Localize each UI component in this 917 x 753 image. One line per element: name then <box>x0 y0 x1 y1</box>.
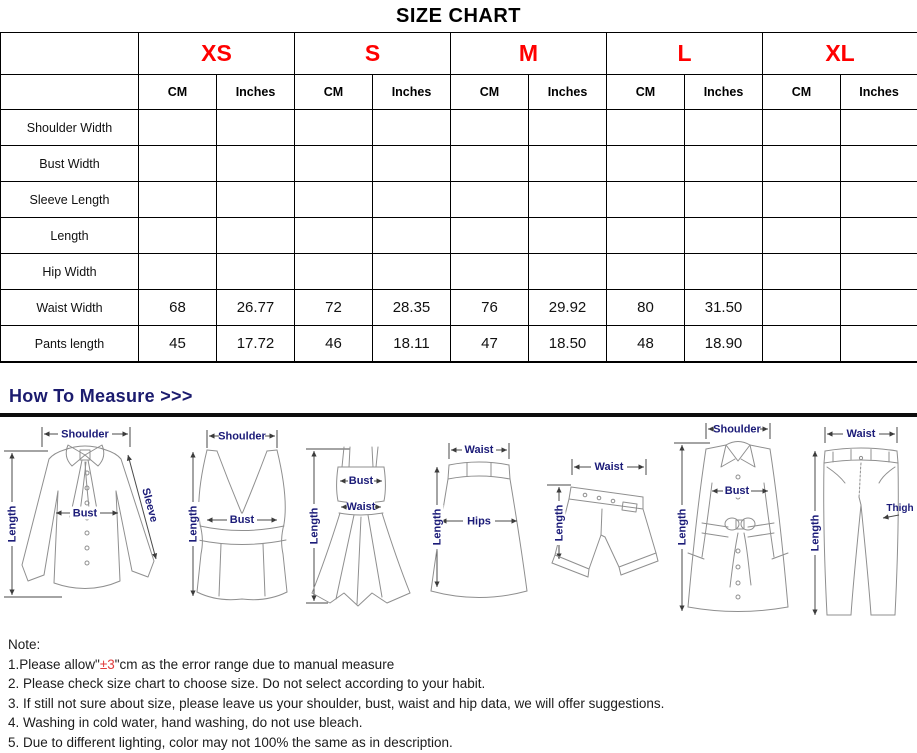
value-cell <box>529 218 607 254</box>
value-cell <box>529 254 607 290</box>
note-item-1 <box>8 655 917 675</box>
value-cell <box>139 254 217 290</box>
blouse-shoulder-label: Shoulder <box>61 428 109 441</box>
skirt-length-label: Length <box>431 508 444 546</box>
skirt-hips-label: Hips <box>467 515 492 528</box>
value-cell: 18.50 <box>529 326 607 363</box>
value-cell: 18.11 <box>373 326 451 363</box>
pants-length-label: Length <box>809 514 822 552</box>
value-cell <box>217 110 295 146</box>
value-cell: 76 <box>451 290 529 326</box>
tank-length-label: Length <box>187 505 200 543</box>
value-cell <box>763 290 841 326</box>
row-label: Shoulder Width <box>1 110 139 146</box>
value-cell <box>763 146 841 182</box>
page-title: SIZE CHART <box>396 5 521 27</box>
tank-bust-label: Bust <box>229 514 255 526</box>
value-cell: 48 <box>607 326 685 363</box>
table-row <box>1 110 917 146</box>
unit-cell: CM <box>295 75 373 110</box>
value-cell <box>763 218 841 254</box>
value-cell <box>841 254 917 290</box>
value-cell: 45 <box>139 326 217 363</box>
figure-tank-top <box>183 428 301 610</box>
value-cell <box>607 146 685 182</box>
unit-cell: Inches <box>217 75 295 110</box>
note-item-3: 3. If still not sure about size, please leave us your shoulder, bust, waist and hip data, we will offer suggestions. <box>8 695 665 711</box>
value-cell <box>295 182 373 218</box>
size-header-xl: XL <box>763 33 917 75</box>
how-to-measure-heading: How To Measure >>> <box>9 386 193 406</box>
row-label: Pants length <box>1 326 139 363</box>
value-cell <box>139 146 217 182</box>
value-cell <box>139 182 217 218</box>
coat-length-label: Length <box>676 508 689 546</box>
row-label: Hip Width <box>1 254 139 290</box>
notes-heading: Note: <box>8 637 41 652</box>
shorts-waist-label: Waist <box>594 461 624 473</box>
size-chart-table <box>0 32 917 363</box>
value-cell <box>607 254 685 290</box>
figure-coat <box>668 421 802 619</box>
unit-cell: CM <box>763 75 841 110</box>
unit-cell: Inches <box>373 75 451 110</box>
value-cell <box>217 254 295 290</box>
table-row <box>1 290 917 326</box>
value-cell: 26.77 <box>217 290 295 326</box>
value-cell <box>529 182 607 218</box>
row-label: Bust Width <box>1 146 139 182</box>
value-cell <box>295 146 373 182</box>
value-cell <box>685 218 763 254</box>
note-1-prefix: 1.Please allow" <box>8 656 100 672</box>
table-row <box>1 326 917 363</box>
value-cell <box>217 182 295 218</box>
unit-cell: CM <box>451 75 529 110</box>
tank-shoulder-label: Shoulder <box>218 430 266 443</box>
value-cell <box>841 146 917 182</box>
unit-header-row <box>1 75 917 110</box>
size-header-row <box>1 33 917 75</box>
value-cell <box>841 110 917 146</box>
unit-cell: Inches <box>685 75 763 110</box>
table-row <box>1 254 917 290</box>
figure-blouse <box>2 425 182 619</box>
value-cell <box>763 110 841 146</box>
note-1-tolerance: ±3 <box>99 656 115 672</box>
value-cell <box>685 182 763 218</box>
value-cell <box>295 110 373 146</box>
row-label: Length <box>1 218 139 254</box>
value-cell <box>763 254 841 290</box>
value-cell <box>763 326 841 363</box>
value-cell <box>295 254 373 290</box>
shorts-length-label: Length <box>553 504 566 542</box>
note-item-2: 2. Please check size chart to choose size. Do not select according to your habit. <box>8 676 486 691</box>
value-cell <box>451 254 529 290</box>
value-cell <box>607 110 685 146</box>
skirt-waist-label: Waist <box>465 444 494 456</box>
unit-cell: Inches <box>529 75 607 110</box>
unit-cell: CM <box>139 75 217 110</box>
figure-pants <box>803 425 915 623</box>
value-cell <box>373 146 451 182</box>
value-cell <box>763 182 841 218</box>
size-header-l: L <box>607 33 763 75</box>
blouse-bust-label: Bust <box>72 507 98 520</box>
value-cell: 29.92 <box>529 290 607 326</box>
table-row <box>1 182 917 218</box>
size-header-xs: XS <box>139 33 295 75</box>
value-cell <box>451 146 529 182</box>
value-cell <box>685 146 763 182</box>
value-cell <box>139 218 217 254</box>
value-cell <box>529 110 607 146</box>
value-cell <box>139 110 217 146</box>
dress-bust-label: Bust <box>349 475 374 487</box>
value-cell <box>841 326 917 363</box>
table-row <box>1 146 917 182</box>
value-cell: 17.72 <box>217 326 295 363</box>
blouse-sleeve-label: Sleeve <box>139 486 160 524</box>
value-cell <box>295 218 373 254</box>
figure-shorts <box>539 457 667 609</box>
note-1-suffix: "cm as the error range due to manual measure <box>114 656 395 672</box>
value-cell <box>217 146 295 182</box>
row-label: Waist Width <box>1 290 139 326</box>
blouse-length-label: Length <box>6 505 19 543</box>
size-header-s: S <box>295 33 451 75</box>
note-item-4: 4. Washing in cold water, hand washing, do not use bleach. <box>8 715 363 730</box>
dress-waist-label: Waist <box>346 501 376 513</box>
row-label: Sleeve Length <box>1 182 139 218</box>
table-row <box>1 218 917 254</box>
value-cell <box>373 218 451 254</box>
pants-thigh-label: Thigh <box>886 503 914 514</box>
value-cell: 18.90 <box>685 326 763 363</box>
value-cell <box>841 218 917 254</box>
value-cell: 68 <box>139 290 217 326</box>
value-cell <box>373 254 451 290</box>
value-cell <box>451 110 529 146</box>
figure-dress <box>302 433 420 623</box>
coat-bust-label: Bust <box>724 485 750 497</box>
value-cell <box>685 110 763 146</box>
value-cell: 31.50 <box>685 290 763 326</box>
value-cell <box>607 218 685 254</box>
value-cell <box>373 110 451 146</box>
value-cell <box>373 182 451 218</box>
unit-cell: CM <box>607 75 685 110</box>
unit-cell: Inches <box>841 75 917 110</box>
value-cell <box>841 290 917 326</box>
value-cell: 46 <box>295 326 373 363</box>
value-cell <box>607 182 685 218</box>
measure-figures <box>0 417 917 625</box>
corner-cell <box>1 33 139 75</box>
corner-cell <box>1 75 139 110</box>
pants-waist-label: Waist <box>846 428 876 440</box>
dress-length-label: Length <box>308 507 321 545</box>
value-cell <box>451 182 529 218</box>
value-cell <box>841 182 917 218</box>
value-cell <box>217 218 295 254</box>
value-cell <box>451 218 529 254</box>
coat-shoulder-label: Shoulder <box>712 423 761 436</box>
value-cell: 47 <box>451 326 529 363</box>
value-cell: 28.35 <box>373 290 451 326</box>
value-cell <box>685 254 763 290</box>
notes-section <box>8 635 917 752</box>
value-cell: 80 <box>607 290 685 326</box>
value-cell: 72 <box>295 290 373 326</box>
note-item-5: 5. Due to different lighting, color may not 100% the same as in description. <box>8 734 453 750</box>
size-header-m: M <box>451 33 607 75</box>
figure-skirt <box>421 441 537 613</box>
value-cell <box>529 146 607 182</box>
